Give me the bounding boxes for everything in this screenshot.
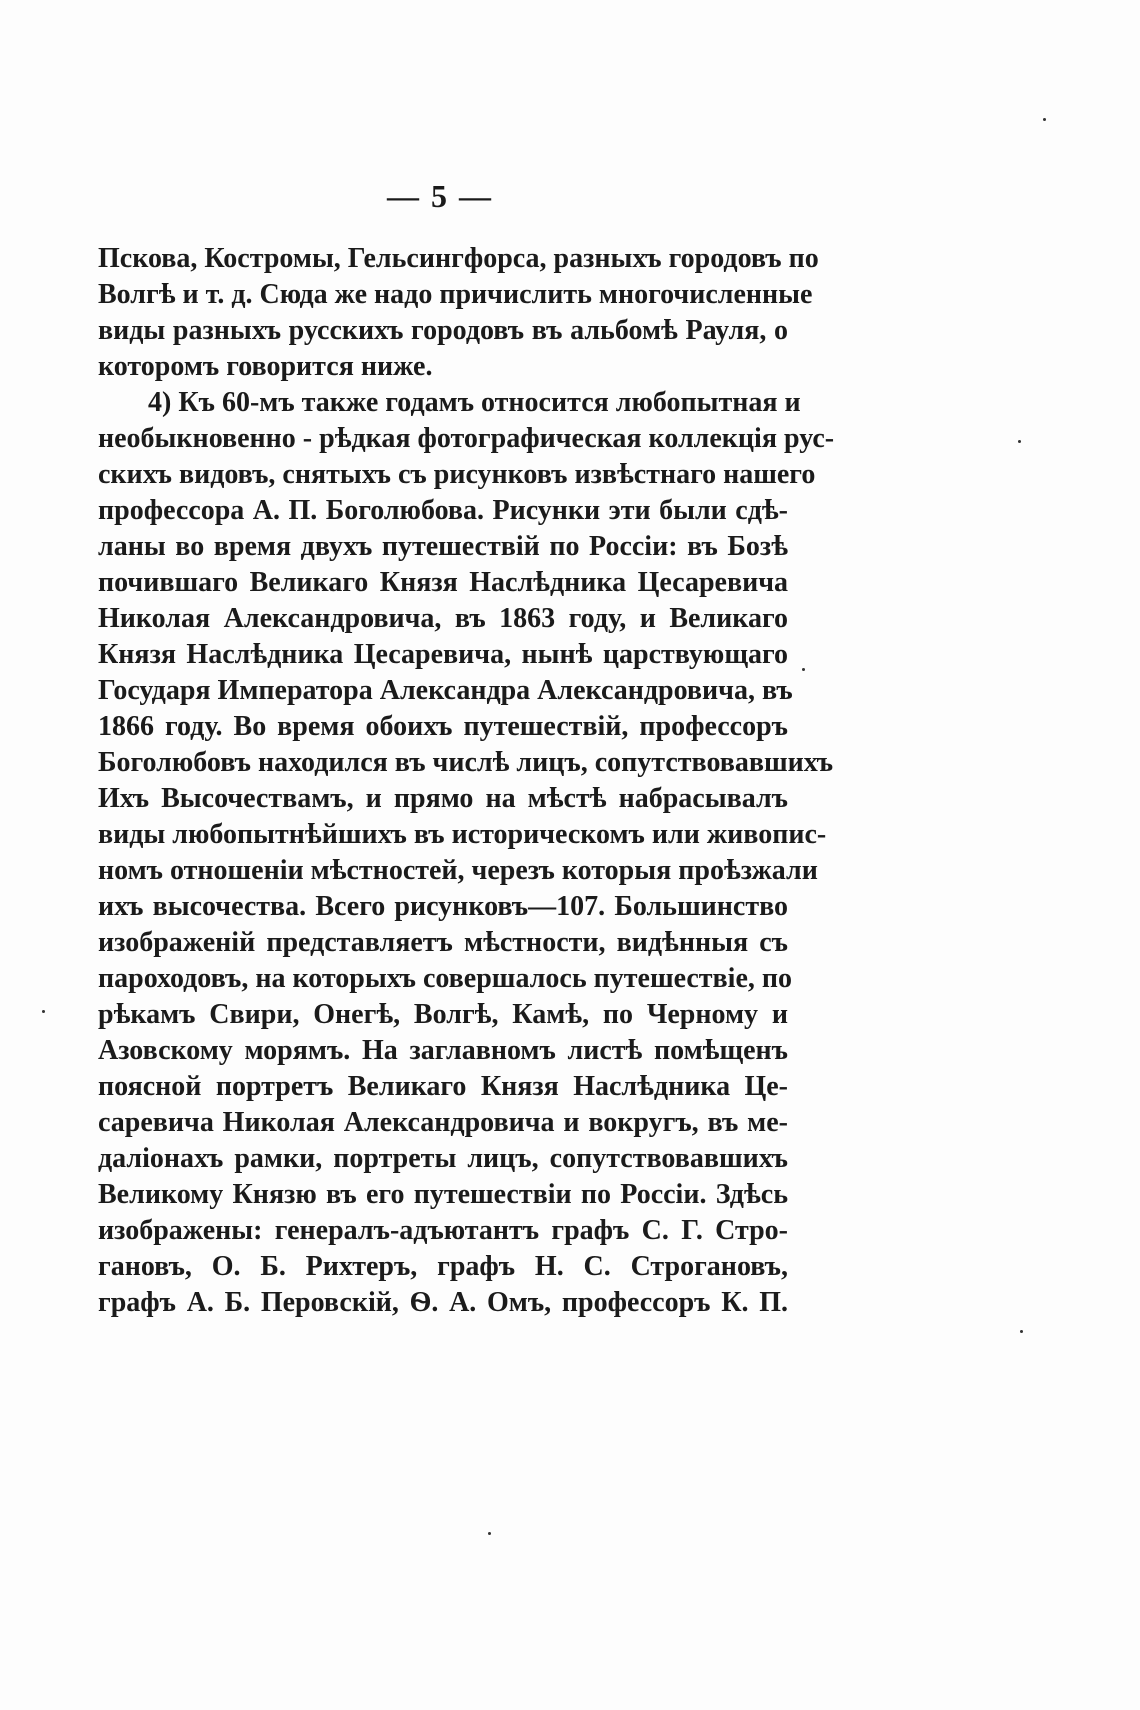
scan-speck xyxy=(1043,118,1046,121)
text-line: ихъ высочества. Всего рисунковъ—107. Большинство xyxy=(98,891,788,922)
text-line: изображеній представляетъ мѣстности, видѣнныя съ xyxy=(98,927,788,958)
text-line: изображены: генералъ-адъютантъ графъ С. Г. Стро- xyxy=(98,1215,788,1246)
text-line: номъ отношеніи мѣстностей, черезъ которыя проѣзжали xyxy=(98,855,818,886)
scan-speck xyxy=(42,1010,45,1013)
text-line: 4) Къ 60-мъ также годамъ относится любопытная и xyxy=(148,387,801,418)
text-line: почившаго Великаго Князя Наслѣдника Цесаревича xyxy=(98,567,788,598)
text-line: графъ А. Б. Перовскій, Ѳ. А. Омъ, профессоръ К. П. xyxy=(98,1287,788,1318)
text-line: Государя Императора Александра Александровича, въ xyxy=(98,675,793,706)
scan-speck xyxy=(1018,440,1021,443)
scan-speck xyxy=(1020,1330,1023,1333)
text-line: виды любопытнѣйшихъ въ историческомъ или живопис- xyxy=(98,819,827,850)
text-line: которомъ говорится ниже. xyxy=(98,351,433,382)
page-number: — 5 — xyxy=(387,178,493,214)
scan-speck xyxy=(802,668,805,671)
body-text xyxy=(98,241,835,1321)
text-line: пароходовъ, на которыхъ совершалось путешествіе, по xyxy=(98,963,792,994)
text-line: рѣкамъ Свири, Онегѣ, Волгѣ, Камѣ, по Черному и xyxy=(98,999,788,1030)
text-line: поясной портретъ Великаго Князя Наслѣдника Це- xyxy=(98,1071,788,1102)
text-line: Ихъ Высочествамъ, и прямо на мѣстѣ набрасывалъ xyxy=(98,783,788,814)
text-line: виды разныхъ русскихъ городовъ въ альбомѣ Рауля, о xyxy=(98,315,788,346)
text-line: необыкновенно - рѣдкая фотографическая коллекція рус- xyxy=(98,423,835,454)
text-line: Князя Наслѣдника Цесаревича, нынѣ царствующаго xyxy=(98,639,788,670)
text-line: Волгѣ и т. д. Сюда же надо причислить многочисленные xyxy=(98,279,813,310)
scan-speck xyxy=(488,1532,491,1535)
text-line: 1866 году. Во время обоихъ путешествій, профессоръ xyxy=(98,711,788,742)
text-line: ланы во время двухъ путешествій по Россіи: въ Бозѣ xyxy=(98,531,788,562)
text-line: Азовскому морямъ. На заглавномъ листѣ помѣщенъ xyxy=(98,1035,788,1066)
text-line: саревича Николая Александровича и вокругъ, въ ме- xyxy=(98,1107,788,1138)
text-line: гановъ, О. Б. Рихтеръ, графъ Н. С. Строгановъ, xyxy=(98,1251,788,1282)
text-line: скихъ видовъ, снятыхъ съ рисунковъ извѣстнаго нашего xyxy=(98,459,816,490)
text-line: Боголюбовъ находился въ числѣ лицъ, сопутствовавшихъ xyxy=(98,747,834,778)
text-line: даліонахъ рамки, портреты лицъ, сопутствовавшихъ xyxy=(98,1143,788,1174)
text-line: Великому Князю въ его путешествіи по Россіи. Здѣсь xyxy=(98,1179,788,1210)
text-line: Пскова, Костромы, Гельсингфорса, разныхъ городовъ по xyxy=(98,243,819,274)
text-line: профессора А. П. Боголюбова. Рисунки эти были сдѣ- xyxy=(98,495,788,526)
text-line: Николая Александровича, въ 1863 году, и Великаго xyxy=(98,603,788,634)
